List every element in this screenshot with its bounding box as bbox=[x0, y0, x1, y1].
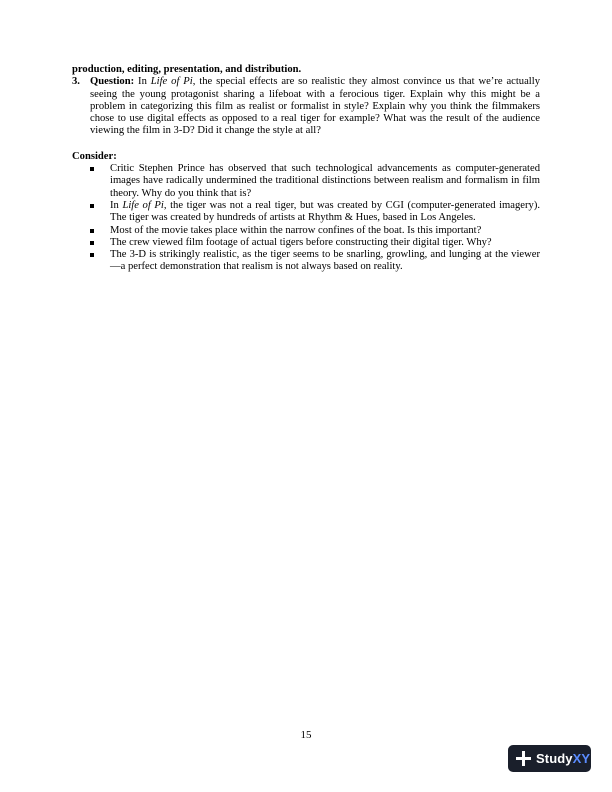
consider-heading: Consider: bbox=[72, 150, 117, 162]
brand-name bbox=[536, 751, 590, 766]
bullet-text: Most of the movie takes place within the narrow confines of the boat. Is this important? bbox=[110, 224, 482, 236]
question-number: 3. bbox=[72, 76, 80, 88]
square-bullet-icon bbox=[90, 229, 94, 233]
list-item bbox=[72, 225, 540, 237]
list-item bbox=[72, 237, 540, 249]
question-film-title: Life of Pi bbox=[150, 76, 193, 88]
brand-main: Study bbox=[536, 751, 573, 766]
bullet-text: , the tiger was not a real tiger, but was created by CGI (computer-generated imagery). The tiger was created by hundreds of artists at Rhythm & Hues, based in Los Angeles. bbox=[110, 199, 541, 224]
studyxy-badge[interactable] bbox=[508, 745, 591, 772]
question-text-before: In bbox=[134, 76, 151, 88]
list-item bbox=[72, 249, 540, 274]
list-item bbox=[72, 200, 540, 225]
square-bullet-icon bbox=[90, 253, 94, 257]
bullet-text: The 3-D is strikingly realistic, as the tiger seems to be snarling, growling, and lunging at the viewer—a perfect demonstration that realism is not always based on reality. bbox=[110, 249, 540, 273]
square-bullet-icon bbox=[90, 204, 94, 208]
square-bullet-icon bbox=[90, 241, 94, 245]
bullet-prefix: In bbox=[110, 199, 123, 211]
question-3 bbox=[72, 76, 540, 137]
page-number: 15 bbox=[300, 729, 312, 741]
square-bullet-icon bbox=[90, 167, 94, 171]
consider-list bbox=[72, 163, 540, 274]
bullet-text: Critic Stephen Prince has observed that such technological advancements as computer-generated images have radically undermined the traditional distinctions between realism and formalism in film theory. Why do you think that is? bbox=[110, 163, 540, 199]
question-text: , the special effects are so realistic they almost convince us that we’re actually seeing the young protagonist sharing a lifeboat with a ferocious tiger. Explain why this might be a problem in categorizing this film as realist or formalist in style? Explain why you think the filmmakers chose to use digital effects as opposed to a real tiger for example? What was the result of the audience viewing the film in 3-D? Did it change the style at all? bbox=[90, 76, 540, 137]
brand-accent: XY bbox=[572, 751, 591, 766]
document-body bbox=[72, 64, 540, 274]
bullet-film-title: Life of Pi bbox=[122, 199, 164, 211]
plus-icon bbox=[516, 751, 531, 766]
lead-line: production, editing, presentation, and distribution. bbox=[72, 64, 302, 75]
list-item bbox=[72, 163, 540, 200]
question-label: Question: bbox=[90, 76, 135, 88]
bullet-text: The crew viewed film footage of actual tigers before constructing their digital tiger. Why? bbox=[110, 236, 492, 248]
